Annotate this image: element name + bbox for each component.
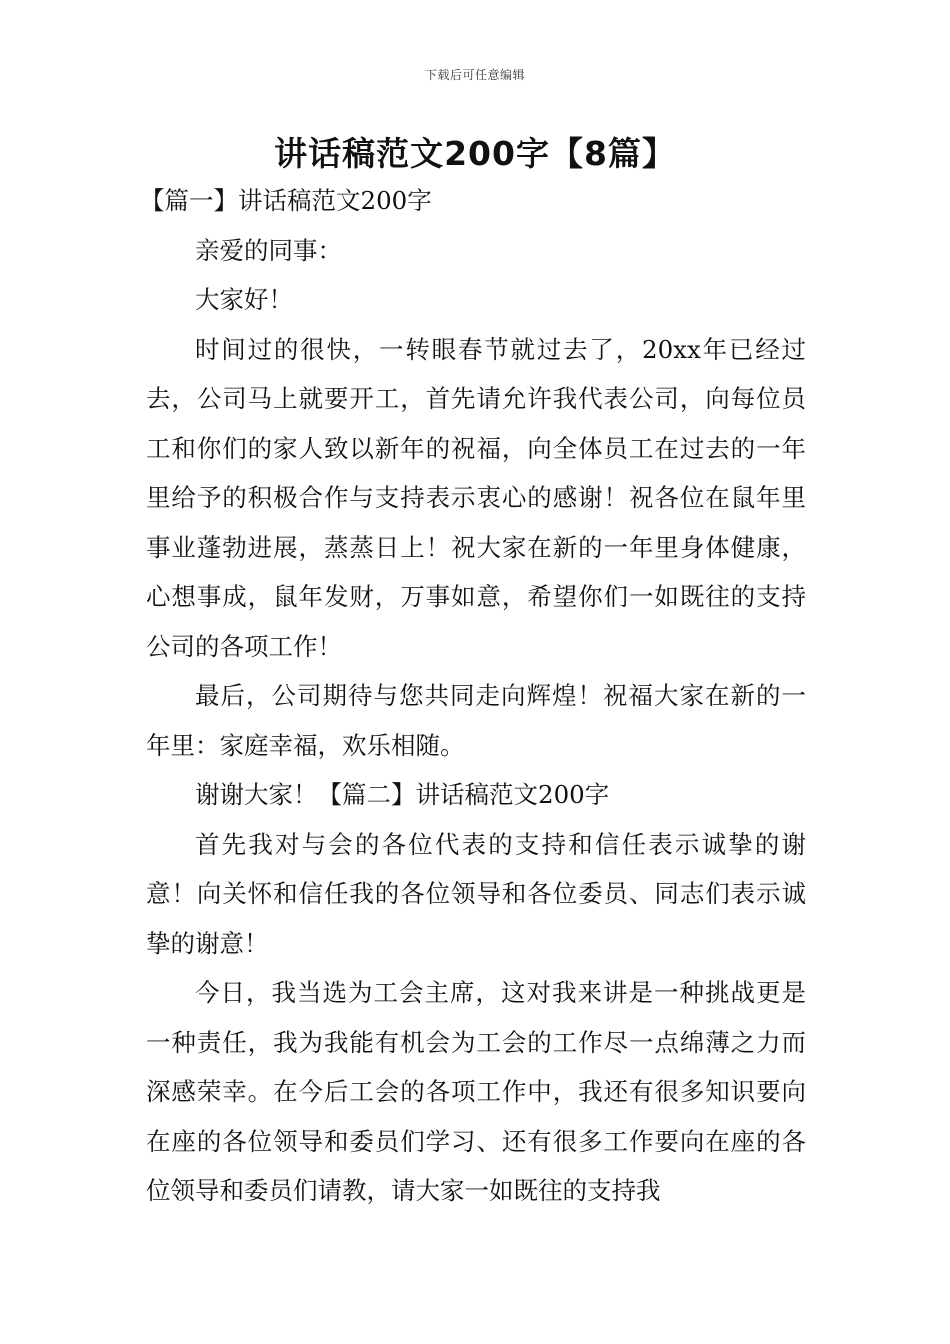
greeting: 大家好！ bbox=[195, 285, 293, 314]
document-body bbox=[140, 176, 806, 1216]
body-paragraph: 今日，我当选为工会主席，这对我来讲是一种挑战更是一种责任，我为我能有机会为工会的工作尽一点绵薄之力而深感荣幸。在今后工会的各项工作中，我还有很多知识要向在座的各位领导和委员们学习、还有很多工作要向在座的各位领导和委员们请教，请大家一如既往的支持我 bbox=[146, 978, 806, 1205]
section-heading-2: 谢谢大家！【篇二】讲话稿范文200字 bbox=[195, 780, 610, 809]
document-title: 讲话稿范文200字【8篇】 bbox=[274, 134, 676, 173]
header-note: 下载后可任意编辑 bbox=[424, 68, 525, 82]
body-paragraph: 首先我对与会的各位代表的支持和信任表示诚挚的谢意！向关怀和信任我的各位领导和各位委员、同志们表示诚挚的谢意！ bbox=[146, 829, 806, 958]
salutation: 亲爱的同事： bbox=[195, 235, 342, 265]
section-heading-1: 【篇一】讲话稿范文200字 bbox=[140, 186, 432, 215]
body-paragraph: 最后，公司期待与您共同走向辉煌！祝福大家在新的一年里：家庭幸福，欢乐相随。 bbox=[146, 681, 806, 760]
body-paragraph: 时间过的很快，一转眼春节就过去了，20xx年已经过去，公司马上就要开工，首先请允许我代表公司，向每位员工和你们的家人致以新年的祝福，向全体员工在过去的一年里给予的积极合作与支持表示衷心的感谢！祝各位在鼠年里事业蓬勃进展，蒸蒸日上！祝大家在新的一年里身体健康，心想事成，鼠年发财，万事如意，希望你们一如既往的支持公司的各项工作！ bbox=[146, 334, 806, 661]
